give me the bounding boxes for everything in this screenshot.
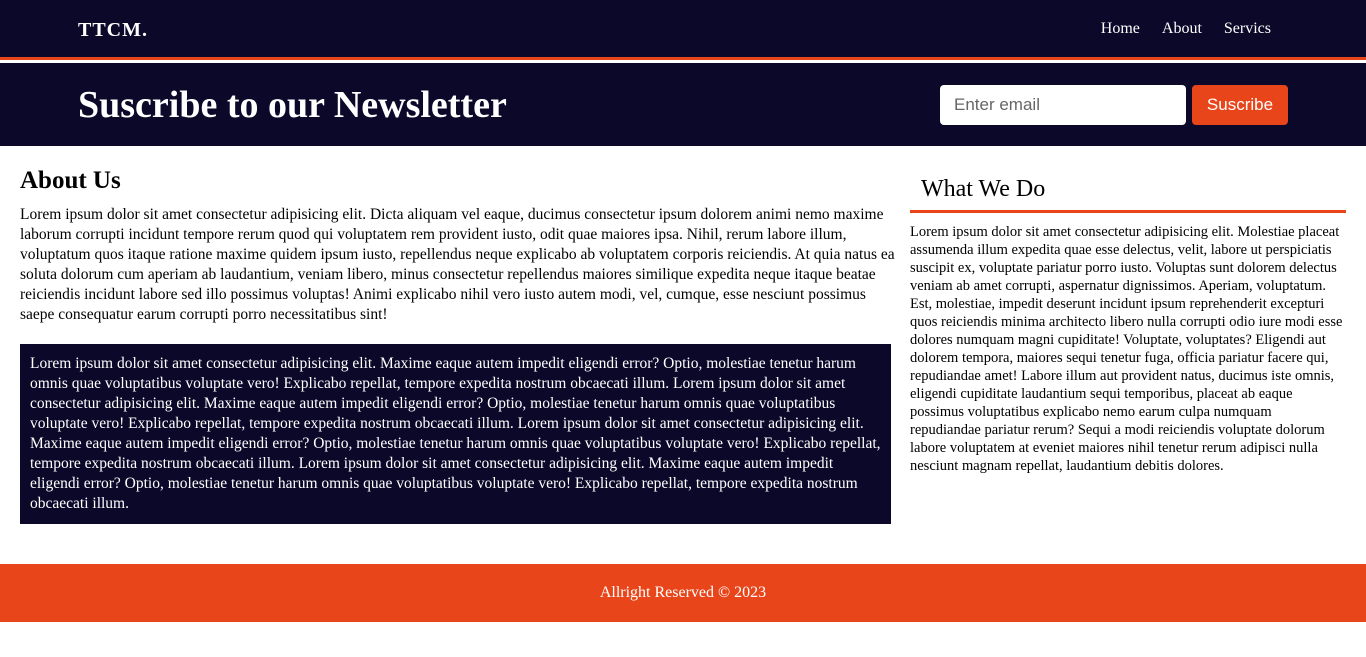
newsletter-bar [0,63,1366,146]
site-logo[interactable]: TTCM. [78,19,148,41]
newsletter-title: Suscribe to our Newsletter [78,84,507,126]
about-heading: About Us [20,167,121,194]
top-navbar [0,0,1366,60]
nav-link-services[interactable]: Servics [1223,20,1271,37]
footer-copyright: Allright Reserved © 2023 [599,584,767,601]
nav-link-home[interactable]: Home [1100,20,1140,37]
what-we-do-heading: What We Do [910,176,1346,213]
email-input[interactable] [940,85,1186,125]
highlight-box: Lorem ipsum dolor sit amet consectetur adipisicing elit. Maxime eaque autem impedit eligendi error? Optio, molestiae tenetur harum omnis quae voluptatibus voluptate vero! Explicabo repellat, tempore expedita nostrum obcaecati illum. Lorem ipsum dolor sit amet consectetur adipisicing elit. Maxime eaque autem impedit eligendi error? Optio, molestiae tenetur harum omnis quae voluptatibus voluptate vero! Explicabo repellat, tempore expedita nostrum obcaecati illum. Lorem ipsum dolor sit amet consectetur adipisicing elit. Maxime eaque autem impedit eligendi error? Optio, molestiae tenetur harum omnis quae voluptatibus voluptate vero! Explicabo repellat, tempore expedita nostrum obcaecati illum. Lorem ipsum dolor sit amet consectetur adipisicing elit. Maxime eaque autem impedit eligendi error? Optio, molestiae tenetur harum omnis quae voluptatibus voluptate vero! Explicabo repellat, tempore expedita nostrum obcaecati illum. [20,344,891,524]
what-we-do-paragraph: Lorem ipsum dolor sit amet consectetur adipisicing elit. Molestiae placeat assumenda illum expedita quae esse delectus, velit, labore ut perspiciatis suscipit ex, voluptate pariatur porro iusto. Voluptas sunt dolorem delectus veniam ab amet corrupti, aspernatur dignissimos. Aperiam, voluptatum. Est, molestiae, impedit deserunt incidunt ipsum reprehenderit excepturi quos reiciendis minima architecto libero nulla corrupti odio iure modi esse dolores numquam magni cupiditate! Voluptate, voluptates? Eligendi aut dolorem tempora, maiores sequi tenetur fuga, officia pariatur facere qui, repudiandae amet! Labore illum aut provident natus, ducimus iste omnis, eligendi cupiditate laudantium sequi temporibus, placeat ab eaque possimus voluptatibus explicabo nemo earum culpa numquam repudiandae pariatur rerum? Sequi a modi reiciendis voluptate dolorum labore voluptatem at eveniet maiores nihil tenetur rerum adipisci nulla nesciunt magnam repellat, laudantium debitis dolores. [910,224,1343,474]
subscribe-button[interactable]: Suscribe [1192,85,1288,125]
main-nav [1101,20,1271,38]
what-we-do-section [910,176,1346,475]
footer [0,564,1366,622]
about-paragraph: Lorem ipsum dolor sit amet consectetur adipisicing elit. Dicta aliquam vel eaque, ducimus consectetur ipsum dolorem animi nemo maxime laborum corrupti incidunt tempore rerum quod qui voluptatem rem provident iusto, odit quae maiores ipsa. Nihil, rerum labore illum, voluptatum quos itaque ratione maxime quidem ipsum iusto, repellendus neque explicabo ab voluptatem corporis reiciendis. At quia natus ea soluta dolorum cum aperiam ab laudantium, veniam libero, minus consectetur repellendus maiores similique expedita neque itaque beatae reiciendis incidunt labore sed illo possimus voluptas! Animi explicabo nihil vero iusto autem modi, vel, cumque, esse nesciunt possimus saepe consequatur earum corrupti porro necessitatibus sint! [20,206,895,323]
nav-link-about[interactable]: About [1161,20,1202,37]
about-section [20,167,898,325]
